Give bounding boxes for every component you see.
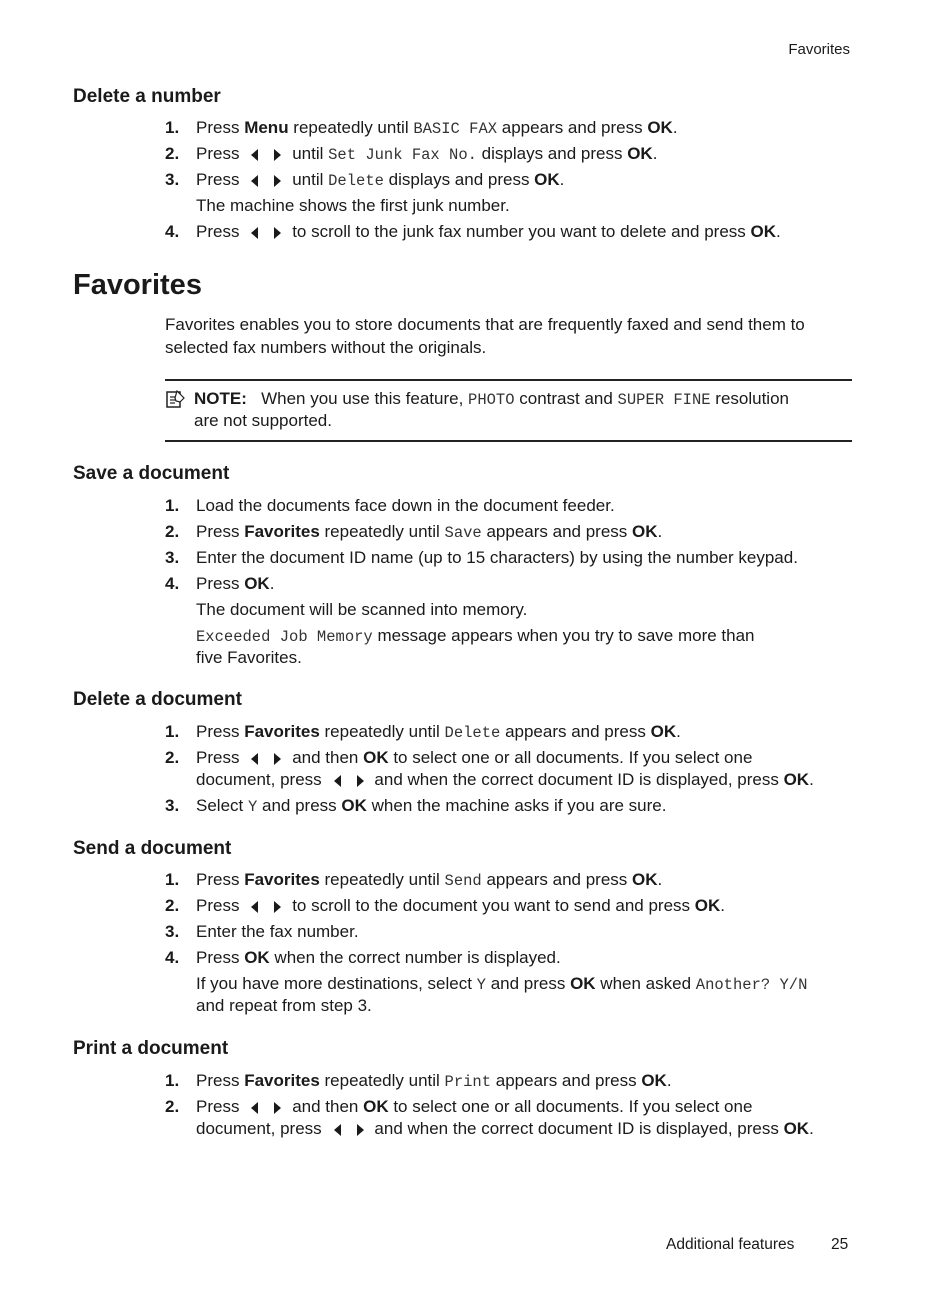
right-arrow-icon (274, 149, 281, 161)
step-number: 3. (165, 548, 180, 567)
step-text: Press Favorites repeatedly until Delete appears and press OK. (196, 722, 681, 742)
step-text: Select Y and press OK when the machine asks if you are sure. (196, 796, 667, 816)
step-number: 3. (165, 170, 180, 189)
step-text: Enter the fax number. (196, 922, 359, 941)
step-text-cont: document, press and when the correct document ID is displayed, press OK. (196, 1119, 814, 1138)
step-text: Press and then OK to select one or all documents. If you select one (196, 1097, 753, 1116)
note-icon (165, 389, 185, 409)
heading-print-document: Print a document (73, 1038, 229, 1059)
step-number: 4. (165, 948, 180, 967)
step-text: Press Favorites repeatedly until Save appears and press OK. (196, 522, 663, 542)
step-text: Press Favorites repeatedly until Send appears and press OK. (196, 870, 663, 890)
step-number: 4. (165, 222, 180, 241)
note-text-cont: are not supported. (194, 411, 332, 430)
right-arrow-icon (274, 753, 281, 765)
step-number: 2. (165, 748, 180, 767)
step-number: 1. (165, 496, 180, 515)
left-arrow-icon (251, 753, 258, 765)
memory-message-cont: five Favorites. (196, 648, 302, 667)
memory-message: Exceeded Job Memory message appears when you try to save more than (196, 626, 755, 646)
step-number: 1. (165, 118, 180, 137)
left-arrow-icon (251, 1102, 258, 1114)
step-text: Press OK. (196, 574, 275, 593)
step-text: Press to scroll to the junk fax number you want to delete and press OK. (196, 222, 781, 241)
step-note-cont: and repeat from step 3. (196, 996, 372, 1015)
right-arrow-icon (357, 775, 364, 787)
heading-delete-number: Delete a number (73, 86, 221, 107)
step-note: The document will be scanned into memory. (196, 600, 528, 619)
left-arrow-icon (251, 901, 258, 913)
note-top-rule (165, 379, 852, 381)
heading-send-document: Send a document (73, 838, 232, 859)
step-number: 2. (165, 896, 180, 915)
step-number: 2. (165, 144, 180, 163)
left-arrow-icon (251, 149, 258, 161)
step-text: Enter the document ID name (up to 15 characters) by using the number keypad. (196, 548, 798, 567)
heading-delete-document: Delete a document (73, 689, 242, 710)
step-note: If you have more destinations, select Y and press OK when asked Another? Y/N (196, 974, 808, 994)
note-text: NOTE: When you use this feature, PHOTO contrast and SUPER FINE resolution (194, 389, 789, 409)
step-number: 1. (165, 722, 180, 741)
step-note: The machine shows the first junk number. (196, 196, 510, 215)
right-arrow-icon (274, 227, 281, 239)
step-number: 1. (165, 1071, 180, 1090)
step-number: 2. (165, 522, 180, 541)
step-text: Press OK when the correct number is displayed. (196, 948, 561, 967)
step-number: 1. (165, 870, 180, 889)
step-text: Press until Delete displays and press OK. (196, 170, 565, 190)
favorites-intro: Favorites enables you to store documents that are frequently faxed and send them to selected fax numbers without the originals. (165, 315, 805, 357)
section-title-favorites: Favorites (73, 269, 202, 301)
page-number: 25 (831, 1236, 849, 1253)
left-arrow-icon (334, 1124, 341, 1136)
right-arrow-icon (274, 175, 281, 187)
footer-section: Additional features (666, 1236, 795, 1253)
step-text: Load the documents face down in the document feeder. (196, 496, 615, 515)
right-arrow-icon (274, 901, 281, 913)
step-number: 3. (165, 796, 180, 815)
heading-save-document: Save a document (73, 463, 230, 484)
running-header: Favorites (788, 41, 850, 58)
right-arrow-icon (357, 1124, 364, 1136)
step-text: Press to scroll to the document you want to send and press OK. (196, 896, 725, 915)
step-text: Press until Set Junk Fax No. displays and press OK. (196, 144, 658, 164)
right-arrow-icon (274, 1102, 281, 1114)
step-text: Press Menu repeatedly until BASIC FAX appears and press OK. (196, 118, 678, 138)
step-number: 2. (165, 1097, 180, 1116)
step-text: Press and then OK to select one or all documents. If you select one (196, 748, 753, 767)
step-text: Press Favorites repeatedly until Print appears and press OK. (196, 1071, 672, 1091)
step-number: 3. (165, 922, 180, 941)
note-bottom-rule (165, 440, 852, 442)
left-arrow-icon (334, 775, 341, 787)
left-arrow-icon (251, 227, 258, 239)
step-number: 4. (165, 574, 180, 593)
step-text-cont: document, press and when the correct document ID is displayed, press OK. (196, 770, 814, 789)
left-arrow-icon (251, 175, 258, 187)
